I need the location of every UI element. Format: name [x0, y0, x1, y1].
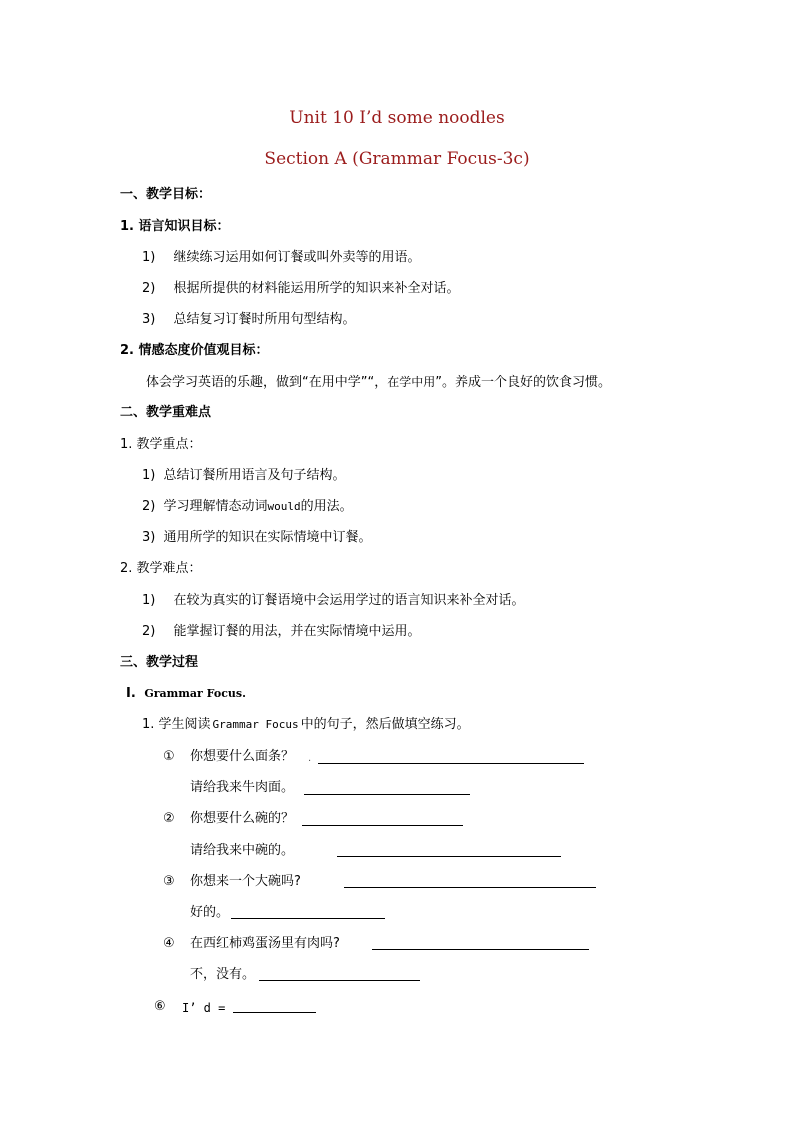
exercise-number: ④	[163, 936, 175, 951]
item-text: 继续练习运用如何订餐或叫外卖等的用语。	[173, 250, 421, 265]
list-item	[142, 592, 525, 610]
text-part-mono: Grammar Focus	[212, 718, 299, 731]
list-item	[142, 280, 460, 298]
part-label: Grammar Focus.	[144, 687, 246, 700]
item-number: 1)	[142, 250, 156, 265]
item-number: 1)	[142, 468, 156, 483]
key-points-title: 1. 教学重点：	[120, 437, 202, 452]
step-instruction	[142, 716, 470, 734]
stray-dot: .	[308, 753, 312, 764]
answer-blank[interactable]	[337, 856, 561, 857]
knowledge-goal-title: 1. 语言知识目标：	[120, 219, 230, 234]
document-title: Unit 10 I’d some noodles	[289, 108, 505, 128]
section-1-heading: 一、教学目标：	[120, 187, 212, 202]
text-part: 中的句子，然后做填空练习。	[300, 717, 470, 732]
item-number: 3)	[142, 312, 156, 327]
exercise-answer: 不，没有。	[190, 967, 256, 982]
exercise-answer: 好的。	[190, 905, 230, 920]
attitude-goal-text	[146, 373, 611, 392]
part-number: Ⅰ.	[126, 686, 136, 701]
text-part: 1. 学生阅读	[142, 717, 211, 732]
answer-blank[interactable]	[304, 794, 470, 795]
exercise-question: 你想要什么面条？	[190, 749, 295, 764]
answer-blank[interactable]	[344, 887, 596, 888]
part-heading	[126, 685, 246, 703]
item-number: 2)	[142, 281, 156, 296]
difficult-points-title: 2. 教学难点：	[120, 561, 202, 576]
attitude-goal-title: 2. 情感态度价值观目标：	[120, 343, 269, 358]
exercise-number: ①	[163, 749, 175, 764]
item-text: 通用所学的知识在实际情境中订餐。	[163, 530, 372, 545]
exercise-question: I’ d =	[182, 1001, 226, 1015]
section-3-heading: 三、教学过程	[120, 655, 199, 670]
text-part: 在学中用	[387, 375, 436, 389]
exercise-question: 你想来一个大碗吗?	[190, 874, 301, 889]
item-text: 学习理解情态动词	[163, 499, 268, 514]
list-item	[142, 467, 346, 485]
exercise-answer: 请给我来牛肉面。	[190, 780, 295, 795]
answer-blank[interactable]	[302, 825, 463, 826]
exercise-question: 你想要什么碗的？	[190, 811, 295, 826]
item-text: 根据所提供的材料能运用所学的知识来补全对话。	[173, 281, 460, 296]
item-number: 3)	[142, 530, 156, 545]
answer-blank[interactable]	[233, 1012, 316, 1013]
list-item	[142, 623, 421, 641]
answer-blank[interactable]	[372, 949, 589, 950]
item-number: 2)	[142, 499, 156, 514]
exercise-number: ⑥	[154, 999, 166, 1014]
item-text-mono: would	[267, 500, 301, 513]
item-text: 在较为真实的订餐语境中会运用学过的语言知识来补全对话。	[173, 593, 525, 608]
exercise-number: ②	[163, 811, 175, 826]
list-item	[142, 529, 372, 547]
item-number: 2)	[142, 624, 156, 639]
answer-blank[interactable]	[259, 980, 420, 981]
item-number: 1)	[142, 593, 156, 608]
item-text: 的用法。	[300, 499, 353, 514]
list-item	[142, 498, 353, 516]
list-item	[142, 311, 356, 329]
item-text: 总结复习订餐时所用句型结构。	[173, 312, 356, 327]
exercise-question: 在西红柿鸡蛋汤里有肉吗?	[190, 936, 340, 951]
exercise-number: ③	[163, 874, 175, 889]
answer-blank[interactable]	[231, 918, 385, 919]
exercise-answer: 请给我来中碗的。	[190, 843, 295, 858]
list-item	[142, 249, 421, 267]
answer-blank[interactable]	[318, 763, 584, 764]
text-part: 体会学习英语的乐趣，做到“在用中学”“，	[146, 375, 388, 390]
document-subtitle: Section A (Grammar Focus-3c)	[264, 149, 530, 169]
item-text: 总结订餐所用语言及句子结构。	[163, 468, 346, 483]
section-2-heading: 二、教学重难点	[120, 405, 212, 420]
item-text: 能掌握订餐的用法，并在实际情境中运用。	[173, 624, 421, 639]
text-part: ”。养成一个良好的饮食习惯。	[435, 375, 611, 390]
